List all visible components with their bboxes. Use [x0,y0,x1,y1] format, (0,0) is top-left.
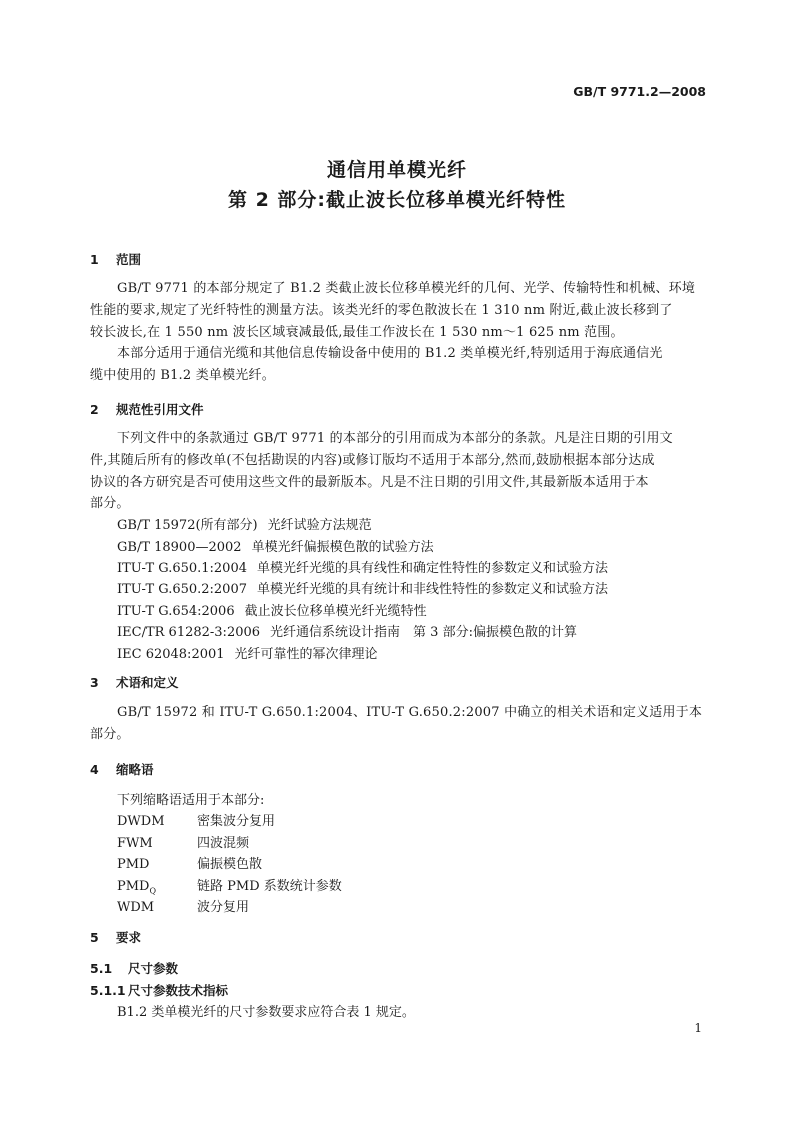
section-5-1-heading [90,959,178,977]
section-3-paragraph-1 [90,702,704,746]
text-line: 下列文件中的条款通过 GB/T 9771 的本部分的引用而成为本部分的条款。凡是注日期的引用文 [117,431,673,446]
reference-code: IEC 62048:2001 [117,647,225,662]
reference-code: GB/T 15972(所有部分) [117,518,258,533]
section-title: 范围 [116,252,142,267]
abbreviation-term: FWM [117,836,153,851]
reference-code: ITU-T G.650.1:2004 [117,561,247,576]
text-line: 缆中使用的 B1.2 类单模光纤。 [90,367,275,383]
page-number: 1 [694,1021,702,1035]
text-line: 本部分适用于通信光缆和其他信息传输设备中使用的 B1.2 类单模光纤,特别适用于海底通信光 [117,346,663,361]
reference-item [117,557,608,576]
reference-item [117,514,372,533]
section-5-heading [90,928,141,946]
text-line: 协议的各方研究是否可使用这些文件的最新版本。凡是不注日期的引用文件,其最新版本适用于本 [90,474,649,490]
reference-code: IEC/TR 61282-3:2006 [117,625,261,640]
section-title: 缩略语 [116,762,154,777]
text-line: GB/T 9771 的本部分规定了 B1.2 类截止波长位移单模光纤的几何、光学、传输特性和机械、环境 [117,281,696,296]
reference-title: 光纤可靠性的幂次律理论 [234,647,378,662]
abbreviation-intro: 下列缩略语适用于本部分: [117,793,265,808]
document-subtitle: 第 2 部分:截止波长位移单模光纤特性 [227,189,567,211]
section-1-heading [90,250,141,268]
section-number: 3 [90,675,99,690]
abbreviation-definition: 四波混频 [197,836,250,851]
abbreviation-definition: 密集波分复用 [197,814,276,829]
reference-title: 光纤试验方法规范 [267,518,372,533]
reference-code: ITU-T G.650.2:2007 [117,582,247,597]
abbreviation-definition: 偏振模色散 [197,857,263,872]
section-5-1-1-heading [90,981,228,999]
reference-title: 单模光纤光缆的具有线性和确定性特性的参数定义和试验方法 [257,561,609,576]
reference-code: GB/T 18900—2002 [117,540,242,555]
reference-code: ITU-T G.654:2006 [117,604,235,619]
section-title: 尺寸参数技术指标 [128,983,229,998]
section-number: 5.1 [90,961,113,976]
text-line: 部分。 [90,496,130,512]
abbreviation-definition: 波分复用 [197,900,250,915]
abbreviation-item [117,853,262,872]
text-line: 件,其随后所有的修改单(不包括勘误的内容)或修订版均不适用于本部分,然而,鼓励根据本部分达成 [90,452,655,468]
abbreviation-term [117,879,197,896]
section-number: 5 [90,930,99,945]
section-5-1-1-text: B1.2 类单模光纤的尺寸参数要求应符合表 1 规定。 [117,1005,415,1020]
section-number: 2 [90,402,99,417]
reference-item [117,536,434,555]
abbreviation-item [117,875,342,896]
text-line: 部分。 [90,726,130,742]
section-title: 要求 [116,930,142,945]
section-1-paragraph-2 [90,343,704,387]
section-1-paragraph-1 [90,278,704,343]
reference-title: 截止波长位移单模光纤光缆特性 [244,604,427,619]
abbreviation-term: WDM [117,900,155,915]
section-title: 规范性引用文件 [116,402,204,417]
section-2-heading [90,400,204,418]
document-number: GB/T 9771.2—2008 [573,84,706,99]
abbreviation-term: DWDM [117,814,165,829]
reference-title: 单模光纤光缆的具有统计和非线性特性的参数定义和试验方法 [257,582,609,597]
section-number: 5.1.1 [90,983,126,998]
section-title: 尺寸参数 [128,961,179,976]
document-title: 通信用单模光纤 [326,159,467,181]
reference-item [117,600,427,619]
section-number: 1 [90,252,99,267]
abbreviation-term-base: PMD [117,879,150,894]
abbreviation-subscript: Q [149,886,157,896]
text-line: 较长波长,在 1 550 nm 波长区域衰减最低,最佳工作波长在 1 530 nm～1 625 nm 范围。 [90,324,624,340]
reference-title: 光纤通信系统设计指南 第 3 部分:偏振模色散的计算 [270,625,577,640]
text-line: GB/T 15972 和 ITU-T G.650.1:2004、ITU-T G.650.2:2007 中确立的相关术语和定义适用于本 [117,705,703,720]
abbreviation-term: PMD [117,857,150,872]
abbreviation-item [117,810,275,829]
section-3-heading [90,673,179,691]
abbreviation-item [117,832,249,851]
section-4-heading [90,760,154,778]
reference-item [117,578,608,597]
reference-title: 单模光纤偏振模色散的试验方法 [251,540,434,555]
section-number: 4 [90,762,99,777]
reference-item [117,621,577,640]
abbreviation-item [117,896,249,915]
reference-item [117,643,378,662]
section-title: 术语和定义 [116,675,179,690]
text-line: 性能的要求,规定了光纤特性的测量方法。该类光纤的零色散波长在 1 310 nm 附近,截止波长移到了 [90,302,673,318]
abbreviation-definition: 链路 PMD 系数统计参数 [197,879,342,894]
section-2-paragraph-1 [90,428,704,515]
